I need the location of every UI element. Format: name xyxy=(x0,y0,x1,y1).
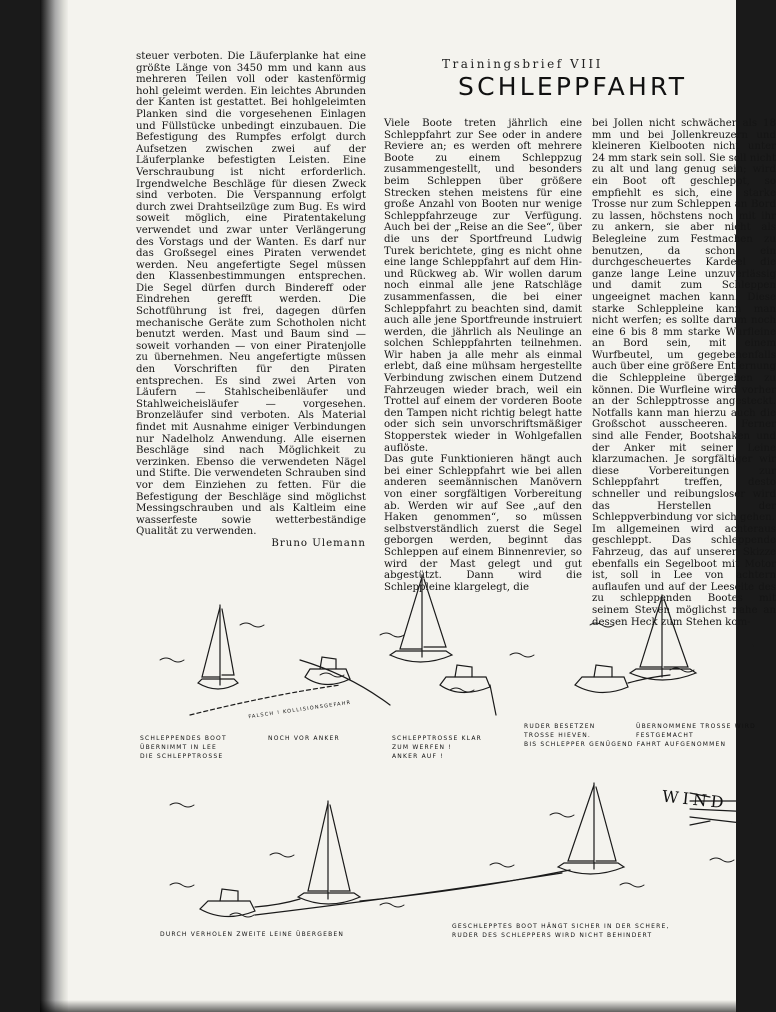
caption-trosse-klar: SCHLEPPTROSSE KLAR ZUM WERFEN ! ANKER AUF ! xyxy=(392,735,483,760)
towing-boat-1 xyxy=(305,657,350,685)
sailboat-4 xyxy=(298,801,360,904)
right-paragraph-2: Im allgemeinen wird achteraus geschleppt. Das schleppende Fahrzeug, das auf unserer Skizze ebenfalls ein Segelboot mit Motor ist, soll in Lee von achtern auflaufen und auf der Leeseite des zu schleppenden Bootes mit seinem Steven möglichst nahe an dessen Heck zum Stehen kom- xyxy=(592,523,776,628)
magazine-page xyxy=(40,0,776,1012)
tow-line-1 xyxy=(300,660,390,705)
caption-schleppendes-boot: SCHLEPPENDES BOOT ÜBERNIMMT IN LEE DIE SCHLEPPTROSSE xyxy=(140,735,227,760)
page-bottom-shadow xyxy=(40,1000,736,1012)
sailboat-1 xyxy=(198,605,238,689)
book-gutter xyxy=(40,0,68,1012)
tow-line-5 xyxy=(255,873,562,915)
series-title: Trainingsbrief VIII xyxy=(442,57,603,71)
caption-trosse-festgemacht: ÜBERNOMMENE TROSSE WIRD FESTGEMACHT xyxy=(636,723,756,739)
middle-paragraph-1: Viele Boote treten jährlich eine Schleppfahrt zur See oder in andere Reviere an; es werden oft mehrere Boote zu einem Schleppzug zusammengestellt, und besonders beim Schleppen über größere Strecken stehen meistens für eine große Anzahl von Booten nur wenige Schleppfahrzeuge zur Verfügung. Auch bei der „Reise an die See“, über die uns der Sportfreund Ludwig Turek berichtete, ging es nicht ohne eine lange Schleppfahrt auf dem Hin- und Rückweg ab. Wir wollen darum noch einmal alle jene Ratschläge zusammenfassen, die bei einer Schleppfahrt zu beachten sind, damit auch alle jene Sportfreunde instruiert werden, die jährlich als Neulinge an solchen Schleppfahrten teilnehmen. Wir haben ja alle mehr als einmal erlebt, daß eine mühsam hergestellte Verbindung zwischen einem Dutzend Fahrzeugen wieder brach, weil ein Trottel auf einem der vorderen Boote den Tampen nicht richtig belegt hatte oder sich sein unvorschriftsmäßiger Stopperstek wieder in Wohlgefallen auflöste. xyxy=(384,118,582,454)
sailboat-2 xyxy=(390,575,452,662)
text-column-left xyxy=(136,51,366,550)
caption-falsch: FALSCH ! KOLLISIONSGEFAHR xyxy=(248,699,352,721)
middle-paragraph-2: Das gute Funktionieren hängt auch bei einer Schleppfahrt wie bei allen anderen seemännischen Manövern von einer sorgfältigen Vorbereitung ab. Werden wir auf See „auf den Haken genommen“, so müssen selbstverständlich zuerst die Segel geborgen werden, beginnt das Schleppen auf einem Binnenrevier, so wird der Mast gelegt und gut abgestützt. Dann wird die Schleppleine klargelegt, die xyxy=(384,454,582,593)
sailboat-3 xyxy=(630,595,696,680)
tow-line-3 xyxy=(255,899,300,907)
towing-boat-3 xyxy=(575,665,628,693)
article-title: SCHLEPPFAHRT xyxy=(458,72,688,101)
anchor-line xyxy=(490,685,496,715)
caption-noch-vor-anker: NOCH VOR ANKER xyxy=(268,735,340,742)
towing-illustration xyxy=(150,565,776,965)
text-column-right xyxy=(592,118,776,628)
wind-label: WIND xyxy=(661,786,729,813)
tow-line-4 xyxy=(360,870,570,901)
left-column-text: steuer verboten. Die Läuferplanke hat eine größte Länge von 3450 mm und kann aus mehreren Teilen voll oder kastenförmig hohl geleimt werden. Ein leichtes Abrunden der Kanten ist gestattet. Bei hohlgeleimten Planken sind die vorgesehenen Einlagen und Füllstücke unbedingt einzubauen. Die Befestigung des Rumpfes erfolgt durch Aufsetzen zwischen zwei auf der Läuferplanke befestigten Leisten. Eine Verschraubung ist nicht erforderlich. Irgendwelche Beschläge für diesen Zweck sind verboten. Die Verspannung erfolgt durch zwei Drahtseilzüge zum Bug. Es wird soweit möglich, eine Piratentakelung verwendet und zwar unter Verlängerung des Vorstags und der Wanten. Es darf nur das Großsegel eines Piraten verwendet werden. Neu angefertigte Segel müssen den Klassenbestimmungen entsprechen. Die Segel dürfen durch Bindereff oder Eindrehen gerefft werden. Die Schotführung ist frei, dagegen dürfen mechanische Geräte zum Schotholen nicht benutzt werden. Mast und Baum sind — soweit vorhanden — von einer Piratenjolle zu übernehmen. Neu angefertigte müssen den Vorschriften für den Piraten entsprechen. Es sind zwei Arten von Läufern — Stahlscheibenläufer und Stahlweicheisläufer — vorgesehen. Bronzeläufer sind verboten. Als Material findet mit Ausnahme einiger Verbindungen nur Nadelholz Anwendung. Alle eisernen Beschläge sind nach Möglichkeit zu verzinken. Ebenso die verwendeten Nägel und Stifte. Die verwendeten Schrauben sind vor dem Einziehen zu fetten. Für die Befestigung der Beschläge sind möglichst Messingschrauben und als Kaltleim eine wasserfeste sowie wetterbeständige Qualität zu verwenden. xyxy=(136,51,366,538)
caption-sicher-in-schere: GESCHLEPPTES BOOT HÄNGT SICHER IN DER SCHERE, RUDER DES SCHLEPPERS WIRD NICHT BEHINDERT xyxy=(452,923,670,939)
sailboat-5 xyxy=(558,783,624,874)
text-column-middle xyxy=(384,118,582,593)
towing-boat-2 xyxy=(440,665,490,693)
author-signature: Bruno Ulemann xyxy=(271,537,366,549)
caption-verholen: DURCH VERHOLEN ZWEITE LEINE ÜBERGEBEN xyxy=(160,931,345,938)
right-paragraph-1: bei Jollen nicht schwächer als 18 mm und bei Jollenkreuzern und kleineren Kielbooten nicht unter 24 mm stark sein soll. Sie soll nicht zu alt und lang genug sein; wird ein Boot oft geschleppt, so empfiehlt es sich, eine starke Trosse nur zum Schleppen an Bord zu lassen, höchstens noch mit ihr zu ankern, sie aber nicht als Belegleine zum Festmachen zu benutzen, da schon ein durchgescheuertes Kardeel die ganze lange Leine unzuverlässig und damit zum Schleppen ungeeignet machen kann. Diese starke Schleppleine kann man nicht werfen; es sollte darum noch eine 6 bis 8 mm starke Wurfleine an Bord sein, mit einem Wurfbeutel, um gegebenenfalls auch über eine größere Entfernung die Schleppleine übergeben zu können. Die Wurfleine wird vorher an der Schlepptrosse angesteckt. Notfalls kann man hierzu auch die Großschot ausscheeren. Ferner sind alle Fender, Bootshaken und der Anker mit seiner Leine klarzumachen. Je sorgfältiger wir diese Vorbereitungen zur Schleppfahrt treffen, desto schneller und reibungsloser wird das Herstellen der Schleppverbindung vor sich gehen. xyxy=(592,118,776,524)
caption-ruder-besetzen: RUDER BESETZEN TROSSE HIEVEN. BIS SCHLEPPER GENÜGEND FAHRT AUFGENOMMEN xyxy=(524,723,727,748)
towing-boat-4 xyxy=(200,889,255,917)
